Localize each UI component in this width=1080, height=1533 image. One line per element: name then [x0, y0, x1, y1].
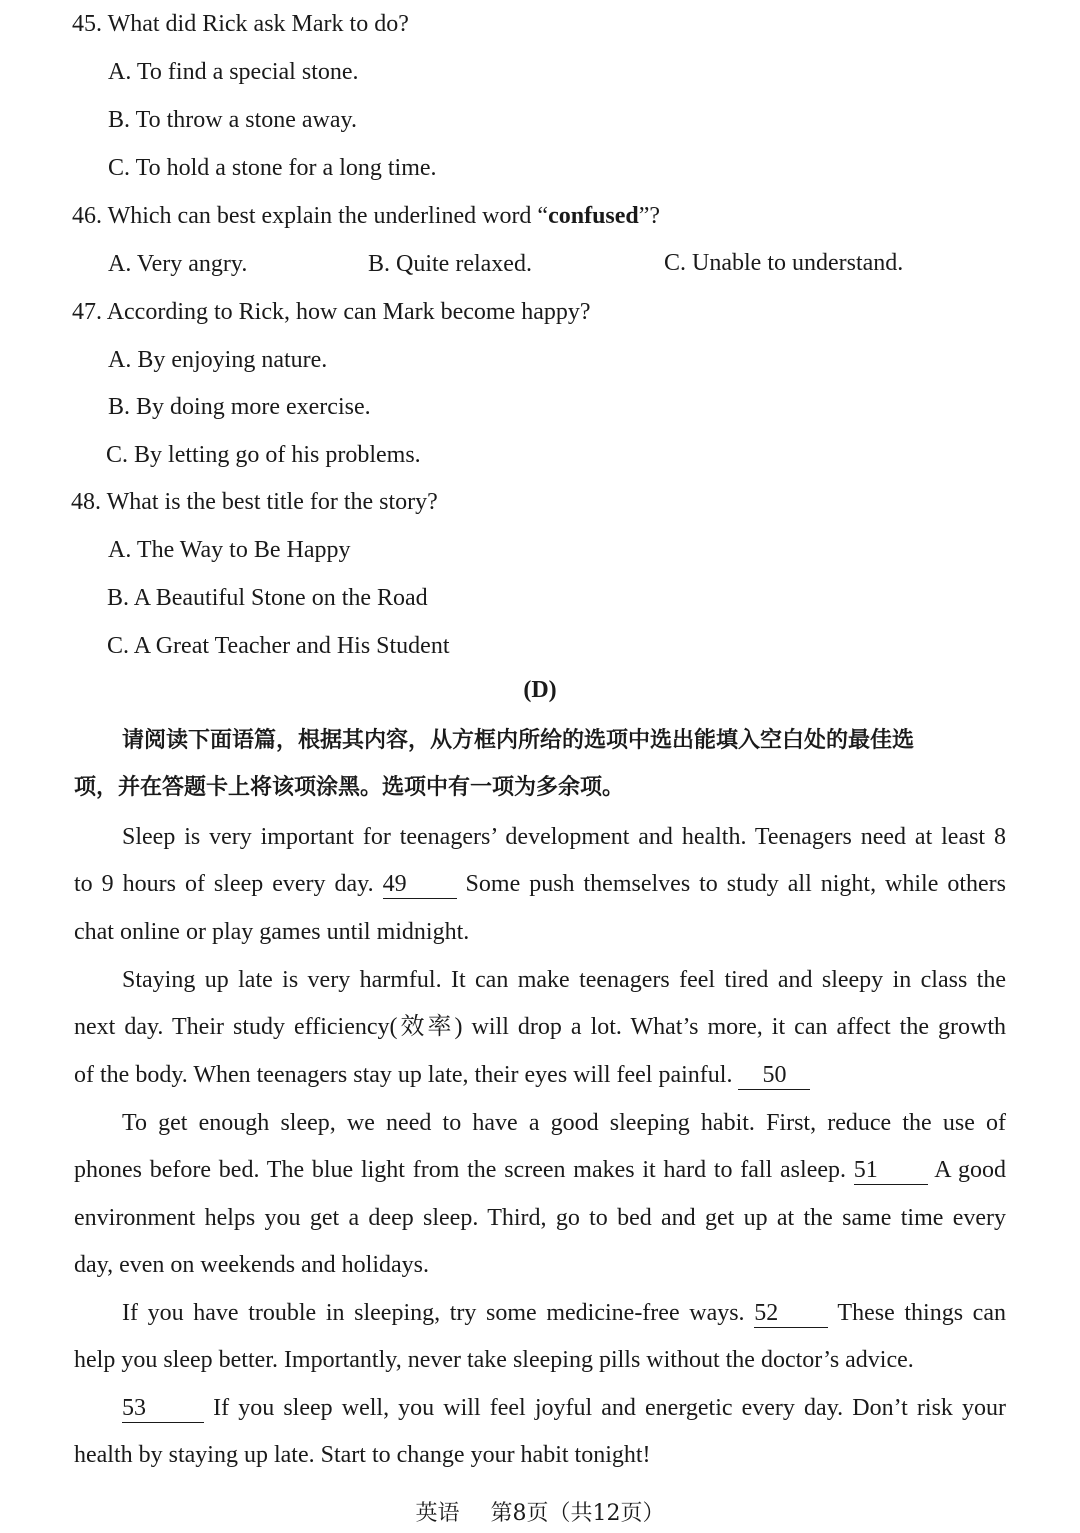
question-number: 48. — [71, 489, 101, 515]
passage-p3-line2 — [74, 1155, 1006, 1185]
option-label: C. — [108, 155, 131, 181]
option-text: Unable to understand. — [692, 250, 904, 276]
passage-p3-line3: environment helps you get a deep sleep. Third, go to bed and get up at the same time every — [74, 1205, 1006, 1231]
passage-text: of the body. When teenagers stay up late, their eyes will feel painful. — [74, 1062, 733, 1088]
option-46-a — [108, 249, 247, 279]
passage-text: A good — [934, 1157, 1006, 1183]
blank-50: 50 — [738, 1063, 810, 1090]
option-text: To throw a stone away. — [135, 107, 357, 133]
instruction-line-2: 项，并在答题卡上将该项涂黑。选项中有一项为多余项。 — [74, 775, 625, 800]
option-label: B. — [368, 251, 391, 277]
option-46-c — [664, 248, 903, 278]
option-text: Very angry. — [136, 251, 248, 277]
question-number: 45. — [72, 11, 102, 37]
passage-p2-line2: next day. Their study efficiency(效率) will drop a lot. What’s more, it can affect the growth — [74, 1014, 1006, 1040]
option-46-b — [368, 249, 532, 279]
instruction-line-1: 请阅读下面语篇，根据其内容，从方框内所给的选项中选出能填入空白处的最佳选 — [122, 728, 915, 753]
passage-text: to 9 hours of sleep every day. — [74, 871, 374, 897]
question-stem: What is the best title for the story? — [106, 489, 438, 515]
question-45 — [72, 9, 409, 39]
option-47-a — [108, 345, 327, 375]
option-text: A Beautiful Stone on the Road — [133, 585, 428, 611]
blank-53: 53 — [122, 1396, 204, 1423]
blank-49: 49 — [383, 872, 457, 899]
footer-subject: 英语 — [415, 1501, 460, 1526]
option-text: The Way to Be Happy — [136, 537, 351, 563]
question-number: 46. — [72, 203, 102, 229]
passage-text: Some push themselves to study all night, while others — [465, 871, 1007, 897]
option-text: To hold a stone for a long time. — [135, 155, 437, 181]
question-48 — [71, 487, 438, 517]
underlined-word: confused — [548, 203, 639, 229]
passage-p1-line1: Sleep is very important for teenagers’ development and health. Teenagers need at least 8 — [122, 824, 1006, 850]
passage-p2-line3 — [74, 1060, 810, 1090]
passage-p3-line4: day, even on weekends and holidays. — [74, 1252, 430, 1278]
option-48-a — [108, 535, 351, 565]
question-47 — [72, 297, 591, 327]
option-text: A Great Teacher and His Student — [133, 633, 450, 659]
option-text: Quite relaxed. — [396, 251, 532, 277]
option-45-c — [108, 153, 437, 183]
option-label: B. — [107, 585, 130, 611]
option-label: A. — [108, 537, 132, 563]
passage-p5-line1 — [122, 1393, 1006, 1423]
option-text: To find a special stone. — [136, 59, 359, 85]
option-label: B. — [108, 107, 131, 133]
passage-text: If you sleep well, you will feel joyful and energetic every day. Don’t risk your — [213, 1395, 1007, 1421]
option-label: A. — [108, 59, 132, 85]
option-label: C. — [664, 250, 687, 276]
page-footer — [0, 1496, 1080, 1527]
option-text: By enjoying nature. — [137, 347, 328, 373]
option-label: B. — [108, 394, 131, 420]
option-label: A. — [108, 251, 132, 277]
question-number: 47. — [72, 299, 102, 325]
passage-p4-line2: help you sleep better. Importantly, never take sleeping pills without the doctor’s advice. — [74, 1347, 914, 1373]
question-stem: What did Rick ask Mark to do? — [107, 11, 409, 37]
passage-text: If you have trouble in sleeping, try some medicine-free ways. — [122, 1300, 745, 1326]
footer-page-number: 第8页（共12页） — [490, 1501, 665, 1526]
option-label: C. — [106, 442, 129, 468]
passage-p2-line1: Staying up late is very harmful. It can make teenagers feel tired and sleepy in class the — [122, 967, 1006, 993]
blank-52: 52 — [754, 1301, 828, 1328]
option-48-c — [107, 631, 450, 661]
option-text: By letting go of his problems. — [134, 442, 421, 468]
question-46 — [72, 201, 660, 231]
passage-p1-line3: chat online or play games until midnight. — [74, 919, 470, 945]
passage-p5-line2: health by staying up late. Start to change your habit tonight! — [74, 1442, 651, 1468]
option-text: By doing more exercise. — [136, 394, 371, 420]
passage-p4-line1 — [122, 1298, 1006, 1328]
option-47-c — [106, 440, 421, 470]
passage-text: These things can — [837, 1300, 1006, 1326]
passage-p1-line2 — [74, 869, 1006, 899]
passage-p3-line1: To get enough sleep, we need to have a good sleeping habit. First, reduce the use of — [122, 1110, 1006, 1136]
option-45-a — [108, 57, 359, 87]
question-stem: According to Rick, how can Mark become happy? — [106, 299, 591, 325]
option-48-b — [107, 583, 428, 613]
blank-51: 51 — [854, 1158, 928, 1185]
option-45-b — [108, 105, 357, 135]
passage-text: phones before bed. The blue light from the screen makes it hard to fall asleep. — [74, 1157, 846, 1183]
question-stem-before: Which can best explain the underlined word “ — [107, 203, 549, 229]
question-stem-after: ”? — [638, 203, 661, 229]
option-47-b — [108, 392, 371, 422]
section-title: (D) — [523, 677, 557, 703]
option-label: C. — [107, 633, 130, 659]
option-label: A. — [108, 347, 132, 373]
